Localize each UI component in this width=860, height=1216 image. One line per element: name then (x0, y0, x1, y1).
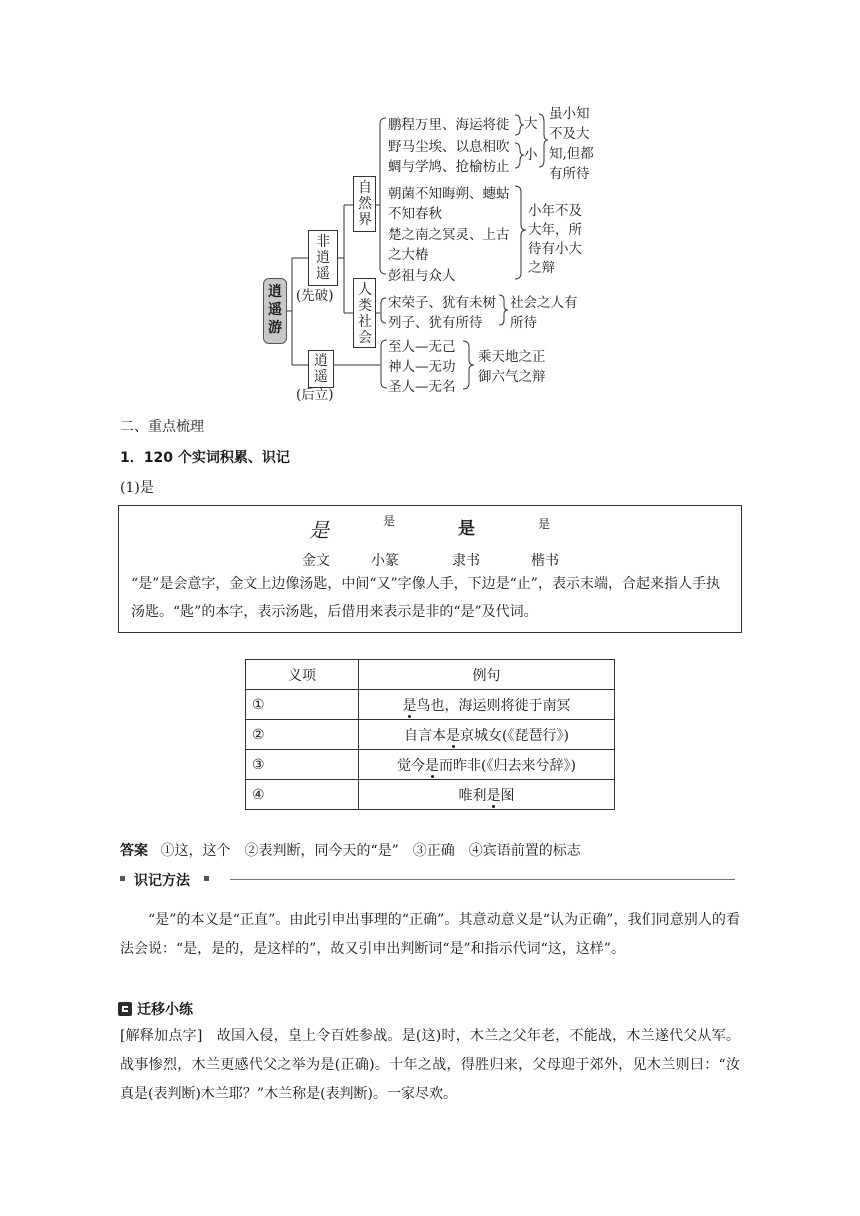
age-line-4: 之大椿 (388, 247, 429, 263)
example-post: 鸟也，海运则将徙于南冥 (416, 697, 571, 714)
free-note: (后立) (296, 387, 334, 403)
example-sentence (359, 690, 615, 720)
free-line-3: 圣人—无名 (388, 379, 456, 395)
practice-title: 迁移小练 (137, 1002, 193, 1018)
free-node (308, 350, 334, 388)
kaishu-label: 楷书 (531, 553, 559, 569)
age-note-4: 之辩 (528, 260, 555, 276)
age-line-2: 不知春秋 (388, 206, 442, 222)
small-label: 小 (524, 147, 538, 163)
header-meaning: 义项 (246, 660, 359, 690)
age-note-1: 小年不及 (528, 203, 582, 219)
free-note-2: 御六气之辩 (478, 369, 546, 385)
big-label: 大 (524, 116, 538, 132)
example-post: 图 (500, 787, 515, 804)
bar-square-icon (204, 876, 209, 881)
age-line-1: 朝菌不知晦朔、蟪蛄 (388, 186, 510, 202)
nature-line-2: 野马尘埃、以息相吹 (388, 139, 510, 155)
practice-icon (118, 1002, 132, 1016)
example-sentence (359, 750, 615, 780)
free-label: 逍遥 (314, 353, 328, 385)
society-line-2: 列子、犹有所待 (388, 315, 483, 331)
jinwen-glyph: 是 (309, 518, 329, 542)
answer-line (120, 840, 581, 860)
meaning-number: ② (246, 720, 359, 750)
example-pre: 觉今 (397, 757, 426, 774)
example-pre: 自言本 (404, 727, 447, 744)
society-note-2: 所待 (510, 315, 537, 331)
lishu-label: 隶书 (452, 553, 480, 569)
example-sentence (359, 780, 615, 810)
subsection-heading: 1．120 个实词积累、识记 (120, 450, 290, 466)
table-row (246, 690, 615, 720)
example-post: 而昨非(《归去来兮辞》) (439, 757, 576, 774)
nature-label: 自然界 (358, 180, 372, 228)
method-text: “是”的本义是“正直”。由此引申出事理的“正确”。其意动意义是“认为正确”，我们同意别人的看法会说：“是，是的，是这样的”，故又引申出判断词“是”和指示代词“这，这样”。 (120, 912, 740, 957)
big-small-note-2: 不及大 (549, 126, 590, 142)
kaishu-glyph: 是 (538, 517, 551, 531)
xiaozhuan-label: 小篆 (371, 553, 399, 569)
jinwen-label: 金文 (302, 553, 330, 569)
method-title: 识记方法 (134, 873, 190, 889)
big-small-note-1: 虽小知 (549, 106, 590, 122)
non-free-node (308, 230, 338, 286)
divider-line (230, 879, 735, 880)
big-small-note-3: 知,但都 (549, 146, 594, 162)
dotted-char: 是 (446, 727, 461, 744)
table-row (246, 750, 615, 780)
nature-node (353, 176, 376, 232)
big-small-note-4: 有所待 (549, 166, 590, 182)
non-free-label: 非逍遥 (316, 234, 330, 282)
non-free-note: (先破) (296, 288, 334, 304)
dotted-char: 是 (425, 757, 440, 774)
dotted-char: 是 (486, 787, 501, 804)
bar-square-icon (120, 876, 125, 881)
answer-label: 答案 (120, 843, 148, 859)
item-heading: (1)是 (120, 480, 154, 496)
root-node: 逍遥游 (263, 278, 287, 344)
meaning-number: ④ (246, 780, 359, 810)
free-note-1: 乘天地之正 (478, 349, 546, 365)
table-row (246, 720, 615, 750)
age-note-2: 大年，所 (528, 222, 582, 238)
header-example: 例句 (359, 660, 615, 690)
practice-text: [解释加点字] 故国入侵，皇上令百姓参战。是(这)时，木兰之父年老，不能战，木兰遂代父从军。战事惨烈，木兰更感代父之举为是(正确)。十年之战，得胜归来，父母迎于郊外，见木兰则曰：“汝真是(表判断)木兰耶？”木兰称是(表判断)。一家尽欢。 (120, 1028, 740, 1102)
example-pre: 唯利 (458, 787, 487, 804)
society-node (353, 278, 376, 348)
society-note-1: 社会之人有 (510, 295, 578, 311)
society-line-1: 宋荣子、犹有未树 (388, 295, 496, 311)
answer-text: ①这，这个 ②表判断，同今天的“是” ③正确 ④宾语前置的标志 (160, 843, 581, 859)
nature-line-3: 蜩与学鸠、抢榆枋止 (388, 159, 510, 175)
dotted-char: 是 (402, 697, 417, 714)
age-line-5: 彭祖与众人 (388, 268, 456, 284)
society-label: 人类社会 (358, 282, 372, 346)
character-evolution-box (118, 505, 742, 633)
nature-line-1: 鹏程万里、海运将徙 (388, 117, 510, 133)
method-section-bar (120, 872, 735, 889)
free-line-2: 神人—无功 (388, 359, 456, 375)
section-heading: 二、重点梳理 (120, 419, 204, 435)
mindmap-diagram (0, 0, 860, 410)
meaning-number: ① (246, 690, 359, 720)
lishu-glyph: 是 (458, 519, 475, 539)
meaning-table (245, 659, 615, 810)
age-line-3: 楚之南之冥灵、上古 (388, 227, 510, 243)
meaning-number: ③ (246, 750, 359, 780)
free-line-1: 至人—无己 (388, 339, 456, 355)
table-row (246, 780, 615, 810)
example-post: 京城女(《琵琶行》) (460, 727, 569, 744)
age-note-3: 待有小大 (528, 241, 582, 257)
xiaozhuan-glyph: 是 (383, 514, 396, 528)
character-explanation: “是”是会意字，金文上边像汤匙，中间“又”字像人手，下边是“止”，表示末端，合起来指人手执汤匙。“匙”的本字，表示汤匙，后借用来表示是非的“是”及代词。 (131, 576, 720, 620)
table-header-row (246, 660, 615, 690)
example-sentence (359, 720, 615, 750)
